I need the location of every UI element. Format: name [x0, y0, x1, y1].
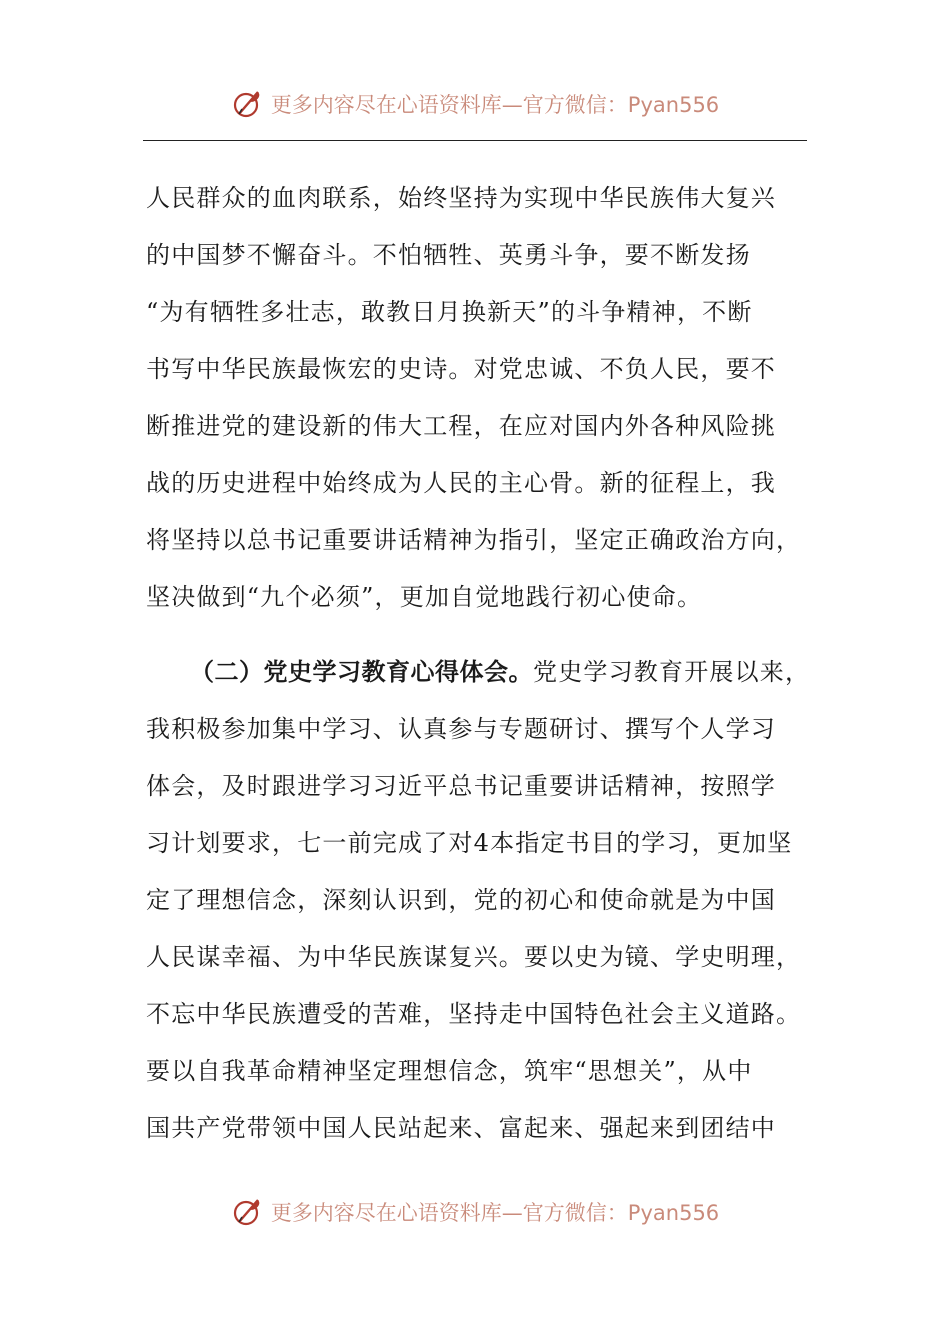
quill-pen-logo-icon [231, 1195, 265, 1229]
section-line: 国共产党带领中国人民站起来、富起来、强起来到团结中 [146, 1114, 776, 1142]
paragraph-line: 书写中华民族最恢宏的史诗。对党忠诚、不负人民，要不 [146, 355, 776, 383]
section-line: 要以自我革命精神坚定理想信念，筑牢“思想关”，从中 [146, 1057, 753, 1085]
paragraph-line: 断推进党的建设新的伟大工程，在应对国内外各种风险挑 [146, 412, 776, 440]
header-banner-text: 更多内容尽在心语资料库—官方微信：Pyan556 [270, 93, 720, 117]
footer-banner [0, 1192, 950, 1232]
paragraph-line: 坚决做到“九个必须”，更加自觉地践行初心使命。 [146, 583, 703, 611]
paragraph-line: 将坚持以总书记重要讲话精神为指引，坚定正确政治方向， [146, 526, 802, 554]
section-line: 我积极参加集中学习、认真参与专题研讨、撰写个人学习 [146, 715, 776, 743]
footer-banner-text: 更多内容尽在心语资料库—官方微信：Pyan556 [270, 1201, 720, 1225]
paragraph-line: 战的历史进程中始终成为人民的主心骨。新的征程上，我 [146, 469, 776, 497]
header-divider [143, 140, 807, 141]
quill-pen-logo-icon [231, 87, 265, 121]
paragraph-line: 人民群众的血肉联系，始终坚持为实现中华民族伟大复兴 [146, 184, 776, 212]
paragraph-line: “为有牺牲多壮志，敢教日月换新天”的斗争精神，不断 [146, 298, 753, 326]
section-line: 体会，及时跟进学习习近平总书记重要讲话精神，按照学 [146, 772, 776, 800]
section-first-line [190, 657, 810, 687]
header-banner [0, 84, 950, 124]
section-first-line-text: 党史学习教育开展以来， [533, 658, 811, 686]
section-line: 定了理想信念，深刻认识到，党的初心和使命就是为中国 [146, 886, 776, 914]
section-line: 习计划要求，七一前完成了对4本指定书目的学习，更加坚 [146, 829, 793, 857]
section-heading: （二）党史学习教育心得体会。 [190, 658, 533, 686]
paragraph-line: 的中国梦不懈奋斗。不怕牺牲、英勇斗争，要不断发扬 [146, 241, 751, 269]
section-line: 不忘中华民族遭受的苦难，坚持走中国特色社会主义道路。 [146, 1000, 802, 1028]
section-line: 人民谋幸福、为中华民族谋复兴。要以史为镜、学史明理， [146, 943, 802, 971]
